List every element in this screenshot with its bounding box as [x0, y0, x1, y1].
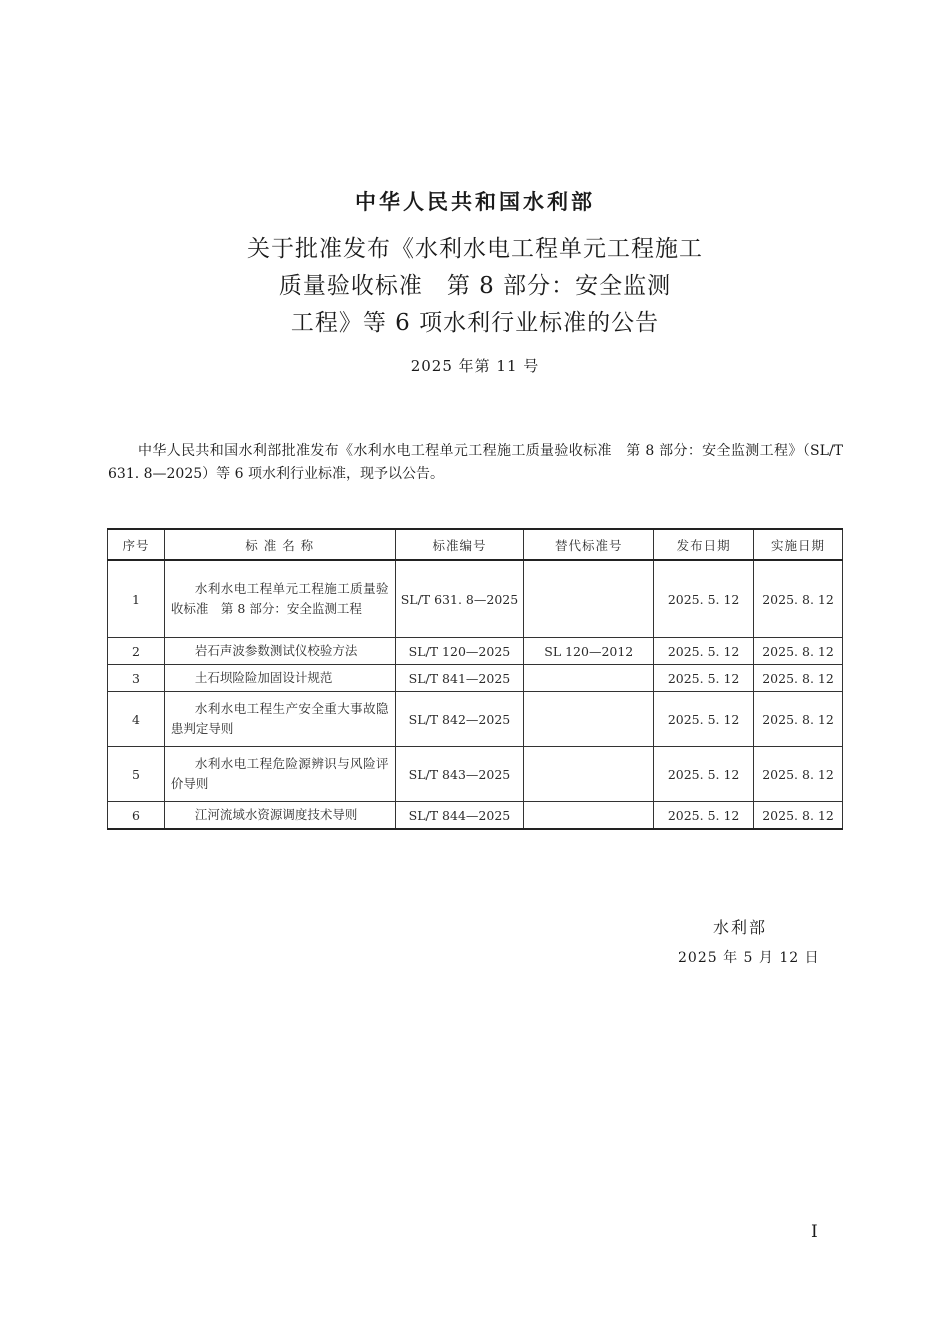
cell-standard-code: SL/T 843—2025 [395, 747, 524, 802]
cell-standard-name: 水利水电工程单元工程施工质量验收标准 第 8 部分：安全监测工程 [164, 560, 395, 638]
header-effective-date: 实施日期 [754, 529, 843, 560]
cell-effective-date: 2025. 8. 12 [754, 560, 843, 638]
cell-serial-number: 1 [108, 560, 165, 638]
cell-effective-date: 2025. 8. 12 [754, 747, 843, 802]
cell-publish-date: 2025. 5. 12 [654, 665, 754, 692]
cell-standard-code: SL/T 844—2025 [395, 802, 524, 830]
cell-replaced-standard [524, 665, 654, 692]
cell-effective-date: 2025. 8. 12 [754, 802, 843, 830]
cell-publish-date: 2025. 5. 12 [654, 638, 754, 665]
table-row [108, 560, 843, 638]
cell-standard-code: SL/T 120—2025 [395, 638, 524, 665]
announcement-title [0, 231, 950, 342]
document-number: 2025 年第 11 号 [410, 357, 540, 375]
standards-table [107, 528, 843, 830]
cell-standard-code: SL/T 631. 8—2025 [395, 560, 524, 638]
cell-standard-code: SL/T 841—2025 [395, 665, 524, 692]
cell-publish-date: 2025. 5. 12 [654, 802, 754, 830]
table-header-row [108, 529, 843, 560]
cell-replaced-standard [524, 560, 654, 638]
cell-publish-date: 2025. 5. 12 [654, 747, 754, 802]
table-row [108, 692, 843, 747]
issuing-organization: 中华人民共和国水利部 [355, 190, 595, 214]
cell-standard-name: 岩石声波参数测试仪校验方法 [164, 638, 395, 665]
announcement-paragraph: 中华人民共和国水利部批准发布《水利水电工程单元工程施工质量验收标准 第 8 部分：安全监测工程》（SL/T 631. 8—2025）等 6 项水利行业标准，现予以公告。 [108, 443, 843, 482]
header-publish-date: 发布日期 [654, 529, 754, 560]
header-replaced-standard: 替代标准号 [524, 529, 654, 560]
cell-replaced-standard [524, 747, 654, 802]
table-row [108, 638, 843, 665]
table-row [108, 665, 843, 692]
signature-date: 2025 年 5 月 12 日 [678, 950, 820, 966]
header-standard-code: 标准编号 [395, 529, 524, 560]
title-line: 工程》等 6 项水利行业标准的公告 [290, 310, 660, 336]
cell-standard-name: 水利水电工程危险源辨识与风险评价导则 [164, 747, 395, 802]
cell-replaced-standard: SL 120—2012 [524, 638, 654, 665]
cell-effective-date: 2025. 8. 12 [754, 638, 843, 665]
cell-serial-number: 2 [108, 638, 165, 665]
header-standard-name: 标 准 名 称 [164, 529, 395, 560]
cell-serial-number: 6 [108, 802, 165, 830]
cell-standard-name: 江河流域水资源调度技术导则 [164, 802, 395, 830]
table-row [108, 747, 843, 802]
cell-effective-date: 2025. 8. 12 [754, 665, 843, 692]
cell-serial-number: 4 [108, 692, 165, 747]
cell-effective-date: 2025. 8. 12 [754, 692, 843, 747]
cell-serial-number: 5 [108, 747, 165, 802]
signature-organization: 水利部 [713, 918, 768, 937]
header-serial-number: 序号 [108, 529, 165, 560]
cell-replaced-standard [524, 692, 654, 747]
cell-standard-name: 水利水电工程生产安全重大事故隐患判定导则 [164, 692, 395, 747]
page-number: I [811, 1222, 818, 1242]
cell-standard-code: SL/T 842—2025 [395, 692, 524, 747]
cell-standard-name: 土石坝险险加固设计规范 [164, 665, 395, 692]
table-row [108, 802, 843, 830]
cell-publish-date: 2025. 5. 12 [654, 560, 754, 638]
cell-replaced-standard [524, 802, 654, 830]
title-line: 关于批准发布《水利水电工程单元工程施工 [247, 236, 703, 262]
cell-serial-number: 3 [108, 665, 165, 692]
title-line: 质量验收标准 第 8 部分：安全监测 [278, 273, 672, 299]
cell-publish-date: 2025. 5. 12 [654, 692, 754, 747]
